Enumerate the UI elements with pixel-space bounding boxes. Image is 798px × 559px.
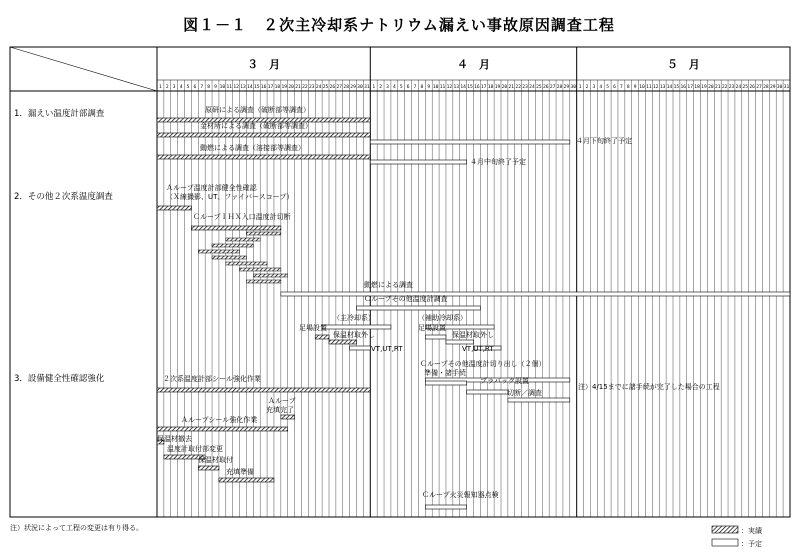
task-bar-t3b	[370, 160, 466, 164]
day-label: 1	[578, 85, 582, 90]
task-bar-t3	[157, 155, 370, 159]
day-label: 25	[322, 85, 329, 90]
day-label: 19	[494, 85, 501, 90]
day-label: 20	[501, 85, 508, 90]
task-bar-t18	[467, 390, 508, 394]
header-diagonal	[10, 47, 157, 91]
month-label: ４ 月	[456, 58, 490, 71]
day-label: 26	[749, 85, 755, 90]
day-label: 25	[742, 85, 749, 90]
day-label: 2	[585, 85, 589, 90]
day-label: 11	[226, 85, 233, 90]
task-label-t9: 足場設置	[299, 324, 327, 332]
day-label: 4	[599, 85, 603, 90]
day-label: 14	[460, 85, 466, 90]
day-label: 1	[372, 85, 376, 90]
day-label: 4	[392, 85, 396, 90]
task-label-t12: （補助冷却系）	[418, 314, 467, 322]
month-label: ５ 月	[666, 58, 700, 71]
task-bar-t20	[157, 388, 370, 392]
task-label-t21: Ａループ	[268, 397, 296, 405]
day-label: 25	[536, 85, 542, 90]
task-label-t2: 金材所による調査（破断部等調査）	[200, 122, 312, 130]
day-label: 14	[666, 85, 673, 90]
day-label: 23	[728, 85, 735, 90]
day-label: 15	[253, 85, 260, 90]
note-end-mid-april: ４月中旬終了予定	[470, 158, 526, 166]
day-label: 13	[240, 85, 246, 90]
day-label: 11	[439, 85, 446, 90]
task-bar-t7	[357, 306, 481, 310]
task-label-t13: 足場設置	[418, 324, 446, 332]
day-label: 10	[639, 85, 645, 90]
day-label: 31	[783, 85, 790, 90]
task-label-t22: Ａループシール強化作業	[181, 416, 258, 424]
detail-bar	[198, 250, 239, 253]
day-label: 23	[522, 85, 528, 90]
note-end-late-april: ４月下旬終了予定	[576, 137, 632, 145]
task-bar-t17	[425, 381, 466, 385]
task-label-t4: Ａループ温度計部健全性確認	[166, 184, 257, 192]
task-label-t14: 保温材取外し	[452, 331, 494, 339]
day-label: 21	[714, 85, 721, 90]
day-label: 29	[350, 85, 356, 90]
task-bar-t26	[219, 478, 274, 482]
day-label: 13	[453, 85, 460, 90]
day-label: 30	[357, 85, 363, 90]
task-label-t8: （主冷却系）	[333, 314, 375, 322]
task-bar-t9	[315, 335, 329, 339]
day-label: 9	[427, 85, 431, 90]
day-label: 10	[219, 85, 226, 90]
day-label: 17	[267, 85, 274, 90]
task-bar-t11	[350, 346, 371, 350]
day-label: 6	[193, 85, 197, 90]
day-label: 2	[165, 85, 169, 90]
day-label: 6	[613, 85, 616, 90]
task-bar-t22	[157, 427, 288, 431]
day-label: 3	[592, 85, 596, 90]
day-label: 21	[508, 85, 515, 90]
day-label: 19	[701, 85, 707, 90]
day-label: 28	[763, 85, 769, 90]
task-label-t15: VT,UT,RT	[462, 345, 494, 353]
day-label: 9	[633, 85, 637, 90]
day-label: 31	[364, 85, 370, 90]
month-label: ３ 月	[247, 58, 281, 71]
day-label: 15	[673, 85, 680, 90]
task-bar-t19	[508, 398, 570, 402]
detail-bar	[246, 232, 280, 235]
task-bar-t10	[329, 340, 357, 344]
note-conditional: 注）4/15までに諸手続が完了した場合の工程	[578, 383, 720, 391]
day-label: 8	[626, 85, 630, 90]
task-label-t11: VT,UT,RT	[371, 345, 403, 353]
day-label: 20	[708, 85, 714, 90]
detail-bar	[240, 268, 281, 271]
day-label: 3	[386, 85, 389, 90]
task-label-t23: 保温材撤去	[157, 435, 192, 443]
task-label-t10: 保温材取外し	[333, 331, 375, 339]
task-bar-t14	[446, 340, 474, 344]
task-bar-t27	[425, 505, 466, 509]
day-label: 19	[281, 85, 288, 90]
day-label: 5	[186, 85, 190, 90]
category-label-3: 3．設備健全性確認強化	[14, 374, 105, 384]
day-label: 16	[260, 85, 267, 90]
task-label-t27: Ｃループ火災報知器点検	[422, 491, 499, 499]
day-label: 17	[687, 85, 693, 90]
day-label: 11	[646, 85, 652, 90]
day-label: 30	[776, 85, 783, 90]
day-label: 14	[247, 85, 253, 90]
day-label: 22	[302, 85, 308, 90]
task-label-t1: 原研による調査（破断部等調査）	[205, 106, 310, 114]
day-label: 30	[570, 85, 577, 90]
day-label: 28	[343, 85, 349, 90]
day-label: 26	[329, 85, 336, 90]
task-bar-t21	[281, 415, 295, 419]
task-sublabel-t4: （Ｘ線撮影、UT、ファイバースコープ）	[166, 193, 294, 201]
day-label: 29	[769, 85, 776, 90]
day-label: 28	[556, 85, 563, 90]
task-label-t19: 切断／調査	[507, 389, 542, 397]
day-label: 24	[315, 85, 322, 90]
day-label: 22	[515, 85, 521, 90]
day-label: 3	[172, 85, 176, 90]
day-label: 5	[606, 85, 610, 90]
task-bar-t2	[157, 133, 370, 137]
legend-label-actual: ：実績	[741, 527, 762, 535]
detail-bar	[212, 244, 253, 247]
day-label: 17	[481, 85, 487, 90]
day-label: 5	[399, 85, 403, 90]
day-label: 7	[200, 85, 204, 90]
task-label-t3: 動燃による調査（溶接部等調査）	[200, 144, 305, 152]
day-label: 8	[420, 85, 424, 90]
task-label-t7: Ｃループその他温度計調査	[364, 295, 448, 303]
day-label: 27	[756, 85, 762, 90]
legend-label-planned: ：予定	[741, 540, 762, 548]
task-bar-t5	[191, 226, 280, 230]
day-label: 7	[413, 85, 417, 90]
page-title: 図１－１ ２次主冷却系ナトリウム漏えい事故原因調査工程	[183, 16, 615, 34]
day-label: 16	[680, 85, 687, 90]
detail-bar	[253, 274, 287, 277]
day-label: 10	[432, 85, 439, 90]
task-label-t6: 動燃による調査	[364, 281, 413, 289]
legend-swatch-planned	[712, 539, 738, 546]
day-label: 16	[474, 85, 480, 90]
day-label: 29	[563, 85, 570, 90]
day-label: 8	[207, 85, 210, 90]
day-label: 12	[653, 85, 659, 90]
task-label2-t21: 充填完了	[266, 406, 294, 414]
day-label: 1	[159, 85, 162, 90]
day-label: 22	[721, 85, 728, 90]
task-bar-t8	[322, 325, 391, 329]
task-bar-t2b	[370, 140, 570, 144]
detail-bar	[246, 280, 280, 283]
task-bar-t4	[157, 206, 191, 210]
day-label: 15	[467, 85, 473, 90]
legend-swatch-actual	[712, 526, 738, 533]
task-label-t18: プラバック設置	[480, 377, 529, 385]
category-label-2: 2．その他２次系温度調査	[14, 192, 113, 202]
detail-bar	[226, 262, 267, 265]
day-label: 18	[487, 85, 494, 90]
day-label: 12	[233, 85, 239, 90]
task-bar-t25	[198, 466, 219, 470]
day-label: 18	[274, 85, 281, 90]
day-label: 23	[309, 85, 315, 90]
footer-note: 注）状況によって工程の変更は有り得る。	[10, 524, 143, 532]
task-label-t24: 温度計取付部変更	[167, 445, 223, 453]
task-label-t25: 保温材取付	[198, 456, 233, 464]
task-bar-t6	[281, 292, 790, 296]
day-label: 27	[336, 85, 343, 90]
day-label: 2	[379, 85, 382, 90]
day-label: 13	[659, 85, 666, 90]
category-label-1: 1．漏えい温度計部調査	[14, 109, 105, 119]
task-label-t16: Ｃループその他温度計切り出し（２個）	[420, 360, 546, 368]
day-label: 18	[694, 85, 700, 90]
day-label: 6	[406, 85, 410, 90]
day-label: 24	[735, 85, 742, 90]
detail-bar	[226, 238, 260, 241]
day-label: 9	[214, 85, 217, 90]
detail-bar	[212, 256, 246, 259]
task-label-t17: 準備・諸手続	[424, 369, 466, 377]
day-label: 21	[295, 85, 301, 90]
task-label-t5: ＣループＩＨＸ入口温度計切断	[193, 213, 291, 221]
day-label: 27	[549, 85, 556, 90]
day-label: 4	[179, 85, 183, 90]
task-bar-t13	[425, 335, 446, 339]
day-label: 24	[529, 85, 535, 90]
day-label: 12	[446, 85, 453, 90]
day-label: 26	[542, 85, 549, 90]
task-label-t20: ２次系温度計部シール強化作業	[163, 375, 261, 383]
task-label-t26: 充填準備	[226, 468, 254, 476]
day-label: 7	[620, 85, 623, 90]
day-label: 20	[288, 85, 294, 90]
